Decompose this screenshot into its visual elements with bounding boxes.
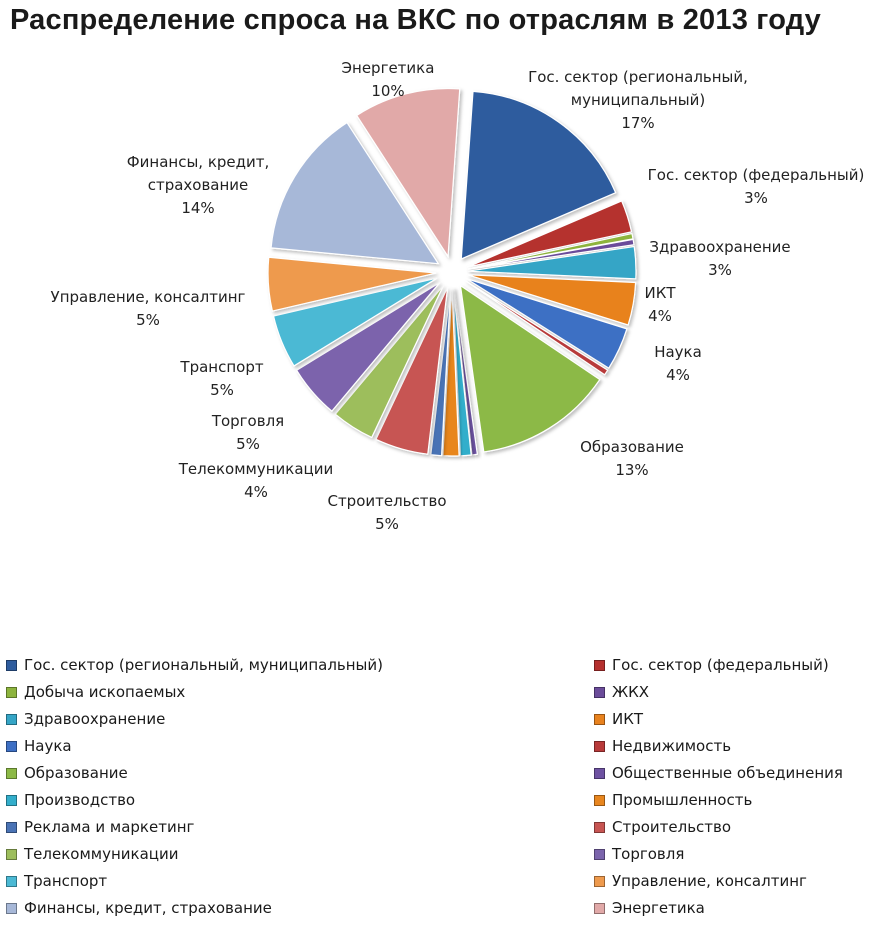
legend-label: Строительство [612,818,732,836]
legend-item [594,845,684,863]
slice-data-label: Управление, консалтинг 5% [50,288,246,329]
legend-label: ИКТ [612,710,644,728]
legend-swatch [6,741,17,752]
slice-data-label: Телекоммуникации 4% [178,460,334,501]
legend-swatch [6,822,17,833]
slice-data-label: Гос. сектор (федеральный) 3% [647,166,865,207]
legend-item [594,656,829,674]
slice-data-label: Здравоохранение 3% [649,238,791,279]
legend-item [6,872,107,890]
legend-label: Торговля [612,845,685,863]
legend-item [594,764,843,782]
legend-label: Энергетика [612,899,705,917]
legend-item [6,656,383,674]
legend-item [594,818,731,836]
legend-swatch [594,741,605,752]
legend-swatch [6,795,17,806]
legend-item [6,764,128,782]
legend-label: ЖКХ [612,683,650,701]
legend-swatch [6,768,17,779]
legend-label: Управление, консалтинг [612,872,807,890]
legend-swatch [594,795,605,806]
legend-label: Здравоохранение [24,710,166,728]
legend-swatch [594,903,605,914]
legend-label: Производство [24,791,136,809]
legend-label: Недвижимость [612,737,732,755]
slice-data-label: Торговля 5% [211,412,285,453]
slice-data-label: Энергетика 10% [341,59,435,100]
slice-data-label: Финансы, кредит, страхование 14% [126,153,270,217]
legend-swatch [6,903,17,914]
legend-item [594,737,731,755]
legend-item [594,683,649,701]
legend-item [594,872,807,890]
legend-item [6,818,194,836]
legend-swatch [594,714,605,725]
legend-label: Наука [24,737,72,755]
legend-swatch [594,768,605,779]
legend-swatch [594,660,605,671]
legend-label: Промышленность [612,791,753,809]
legend-item [6,845,178,863]
slice-data-label: Строительство 5% [327,492,447,533]
legend-label: Добыча ископаемых [24,683,186,701]
chart-title: Распределение спроса на ВКС по отраслям в 2013 году [10,4,822,36]
slice-data-label: Гос. сектор (региональный, муниципальный) 17% [528,68,748,132]
legend-swatch [6,849,17,860]
legend-item [594,899,705,917]
legend-item [594,710,643,728]
legend-swatch [6,660,17,671]
legend-label: Гос. сектор (федеральный) [612,656,829,674]
legend-label: Гос. сектор (региональный, муниципальный) [24,656,384,674]
legend-item [6,791,135,809]
legend-item [6,710,165,728]
legend-swatch [594,687,605,698]
legend-swatch [594,876,605,887]
legend-swatch [6,876,17,887]
legend-label: Общественные объединения [612,764,843,782]
legend-label: Финансы, кредит, страхование [24,899,272,917]
legend-label: Образование [24,764,128,782]
legend-swatch [594,849,605,860]
legend-label: Реклама и маркетинг [24,818,195,836]
legend-item [6,737,72,755]
legend-label: Транспорт [24,872,108,890]
legend-item [594,791,752,809]
slice-data-label: ИКТ 4% [644,284,676,325]
legend-item [6,899,272,917]
legend-label: Телекоммуникации [24,845,179,863]
legend-swatch [6,687,17,698]
slice-data-label: Образование 13% [580,438,684,479]
legend-item [6,683,185,701]
slice-data-label: Наука 4% [654,343,702,384]
legend-swatch [594,822,605,833]
legend-swatch [6,714,17,725]
slice-data-label: Транспорт 5% [180,358,264,399]
